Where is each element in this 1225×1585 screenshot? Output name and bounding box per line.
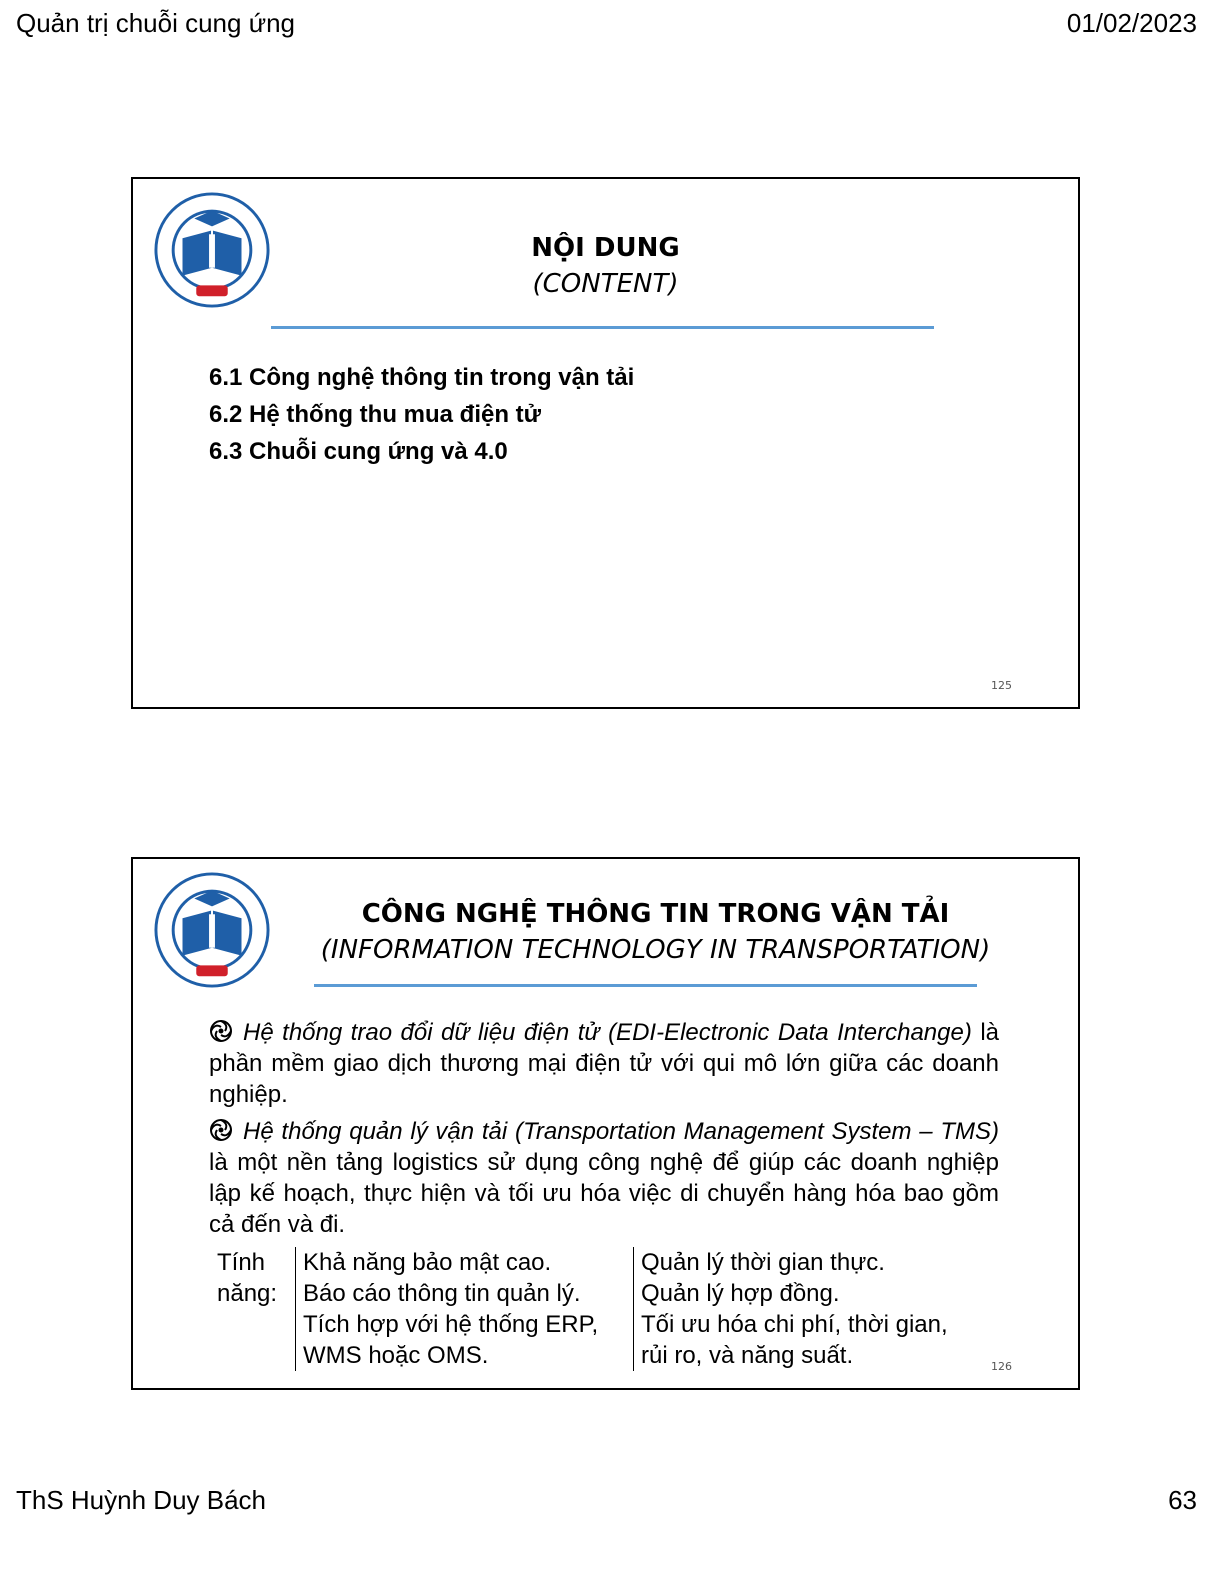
header-course-title: Quản trị chuỗi cung ứng [16, 8, 296, 38]
list-item: Báo cáo thông tin quản lý. [303, 1280, 581, 1307]
features-column-1 [295, 1247, 633, 1371]
paragraph-edi [209, 1017, 999, 1110]
features-label [209, 1247, 295, 1371]
slide-125 [131, 177, 1080, 709]
list-item: rủi ro, và năng suất. [641, 1342, 854, 1369]
slide-title-block [133, 233, 1078, 299]
title-divider [314, 984, 977, 987]
spiral-bullet-icon [209, 1019, 233, 1043]
paragraph-tms [209, 1116, 999, 1240]
page-footer [16, 1485, 1197, 1516]
slide-subtitle: (INFORMATION TECHNOLOGY IN TRANSPORTATION) [320, 935, 991, 965]
list-item: 6.1 Công nghệ thông tin trong vận tải [209, 364, 635, 391]
header-date: 01/02/2023 [1066, 8, 1197, 38]
title-divider [271, 326, 934, 329]
list-item: WMS hoặc OMS. [303, 1342, 489, 1369]
slide-body [209, 1017, 999, 1246]
list-item: Quản lý thời gian thực. [641, 1249, 885, 1276]
tms-term: Hệ thống quản lý vận tải (Transportation Management System – TMS) [243, 1118, 999, 1145]
slide-number: 125 [991, 679, 1012, 692]
tms-description: là một nền tảng logistics sử dụng công nghệ để giúp các doanh nghiệp lập kế hoạch, thực hiện và tối ưu hóa việc di chuyển hàng hóa bao gồm cả đến và đi. [209, 1149, 999, 1238]
footer-author: ThS Huỳnh Duy Bách [16, 1485, 267, 1515]
edi-term: Hệ thống trao đổi dữ liệu điện tử (EDI-Electronic Data Interchange) [243, 1019, 972, 1046]
edi-description: là phần mềm giao dịch thương mại điện tử với qui mô lớn giữa các doanh nghiệp. [209, 1019, 999, 1108]
features-label-line: Tính [217, 1249, 266, 1276]
spiral-bullet-icon [209, 1118, 233, 1142]
list-item: 6.2 Hệ thống thu mua điện tử [209, 401, 542, 428]
list-item: Tích hợp với hệ thống ERP, [303, 1311, 599, 1338]
features-label-line: năng: [217, 1280, 278, 1307]
slide-number: 126 [991, 1360, 1012, 1373]
features-column-2 [633, 1247, 973, 1371]
slide-126 [131, 857, 1080, 1390]
slide-title: NỘI DUNG [531, 233, 680, 263]
slide-subtitle: (CONTENT) [532, 269, 679, 299]
slide-title-block [233, 899, 1078, 965]
list-item: Tối ưu hóa chi phí, thời gian, [641, 1311, 948, 1338]
list-item: 6.3 Chuỗi cung ứng và 4.0 [209, 438, 508, 465]
list-item: Quản lý hợp đồng. [641, 1280, 840, 1307]
page-header [16, 8, 1197, 39]
list-item: Khả năng bảo mật cao. [303, 1249, 552, 1276]
footer-page-number: 63 [1168, 1485, 1197, 1515]
content-list [209, 359, 634, 470]
slide-title: CÔNG NGHỆ THÔNG TIN TRONG VẬN TẢI [361, 899, 950, 929]
features-table [209, 1247, 973, 1371]
